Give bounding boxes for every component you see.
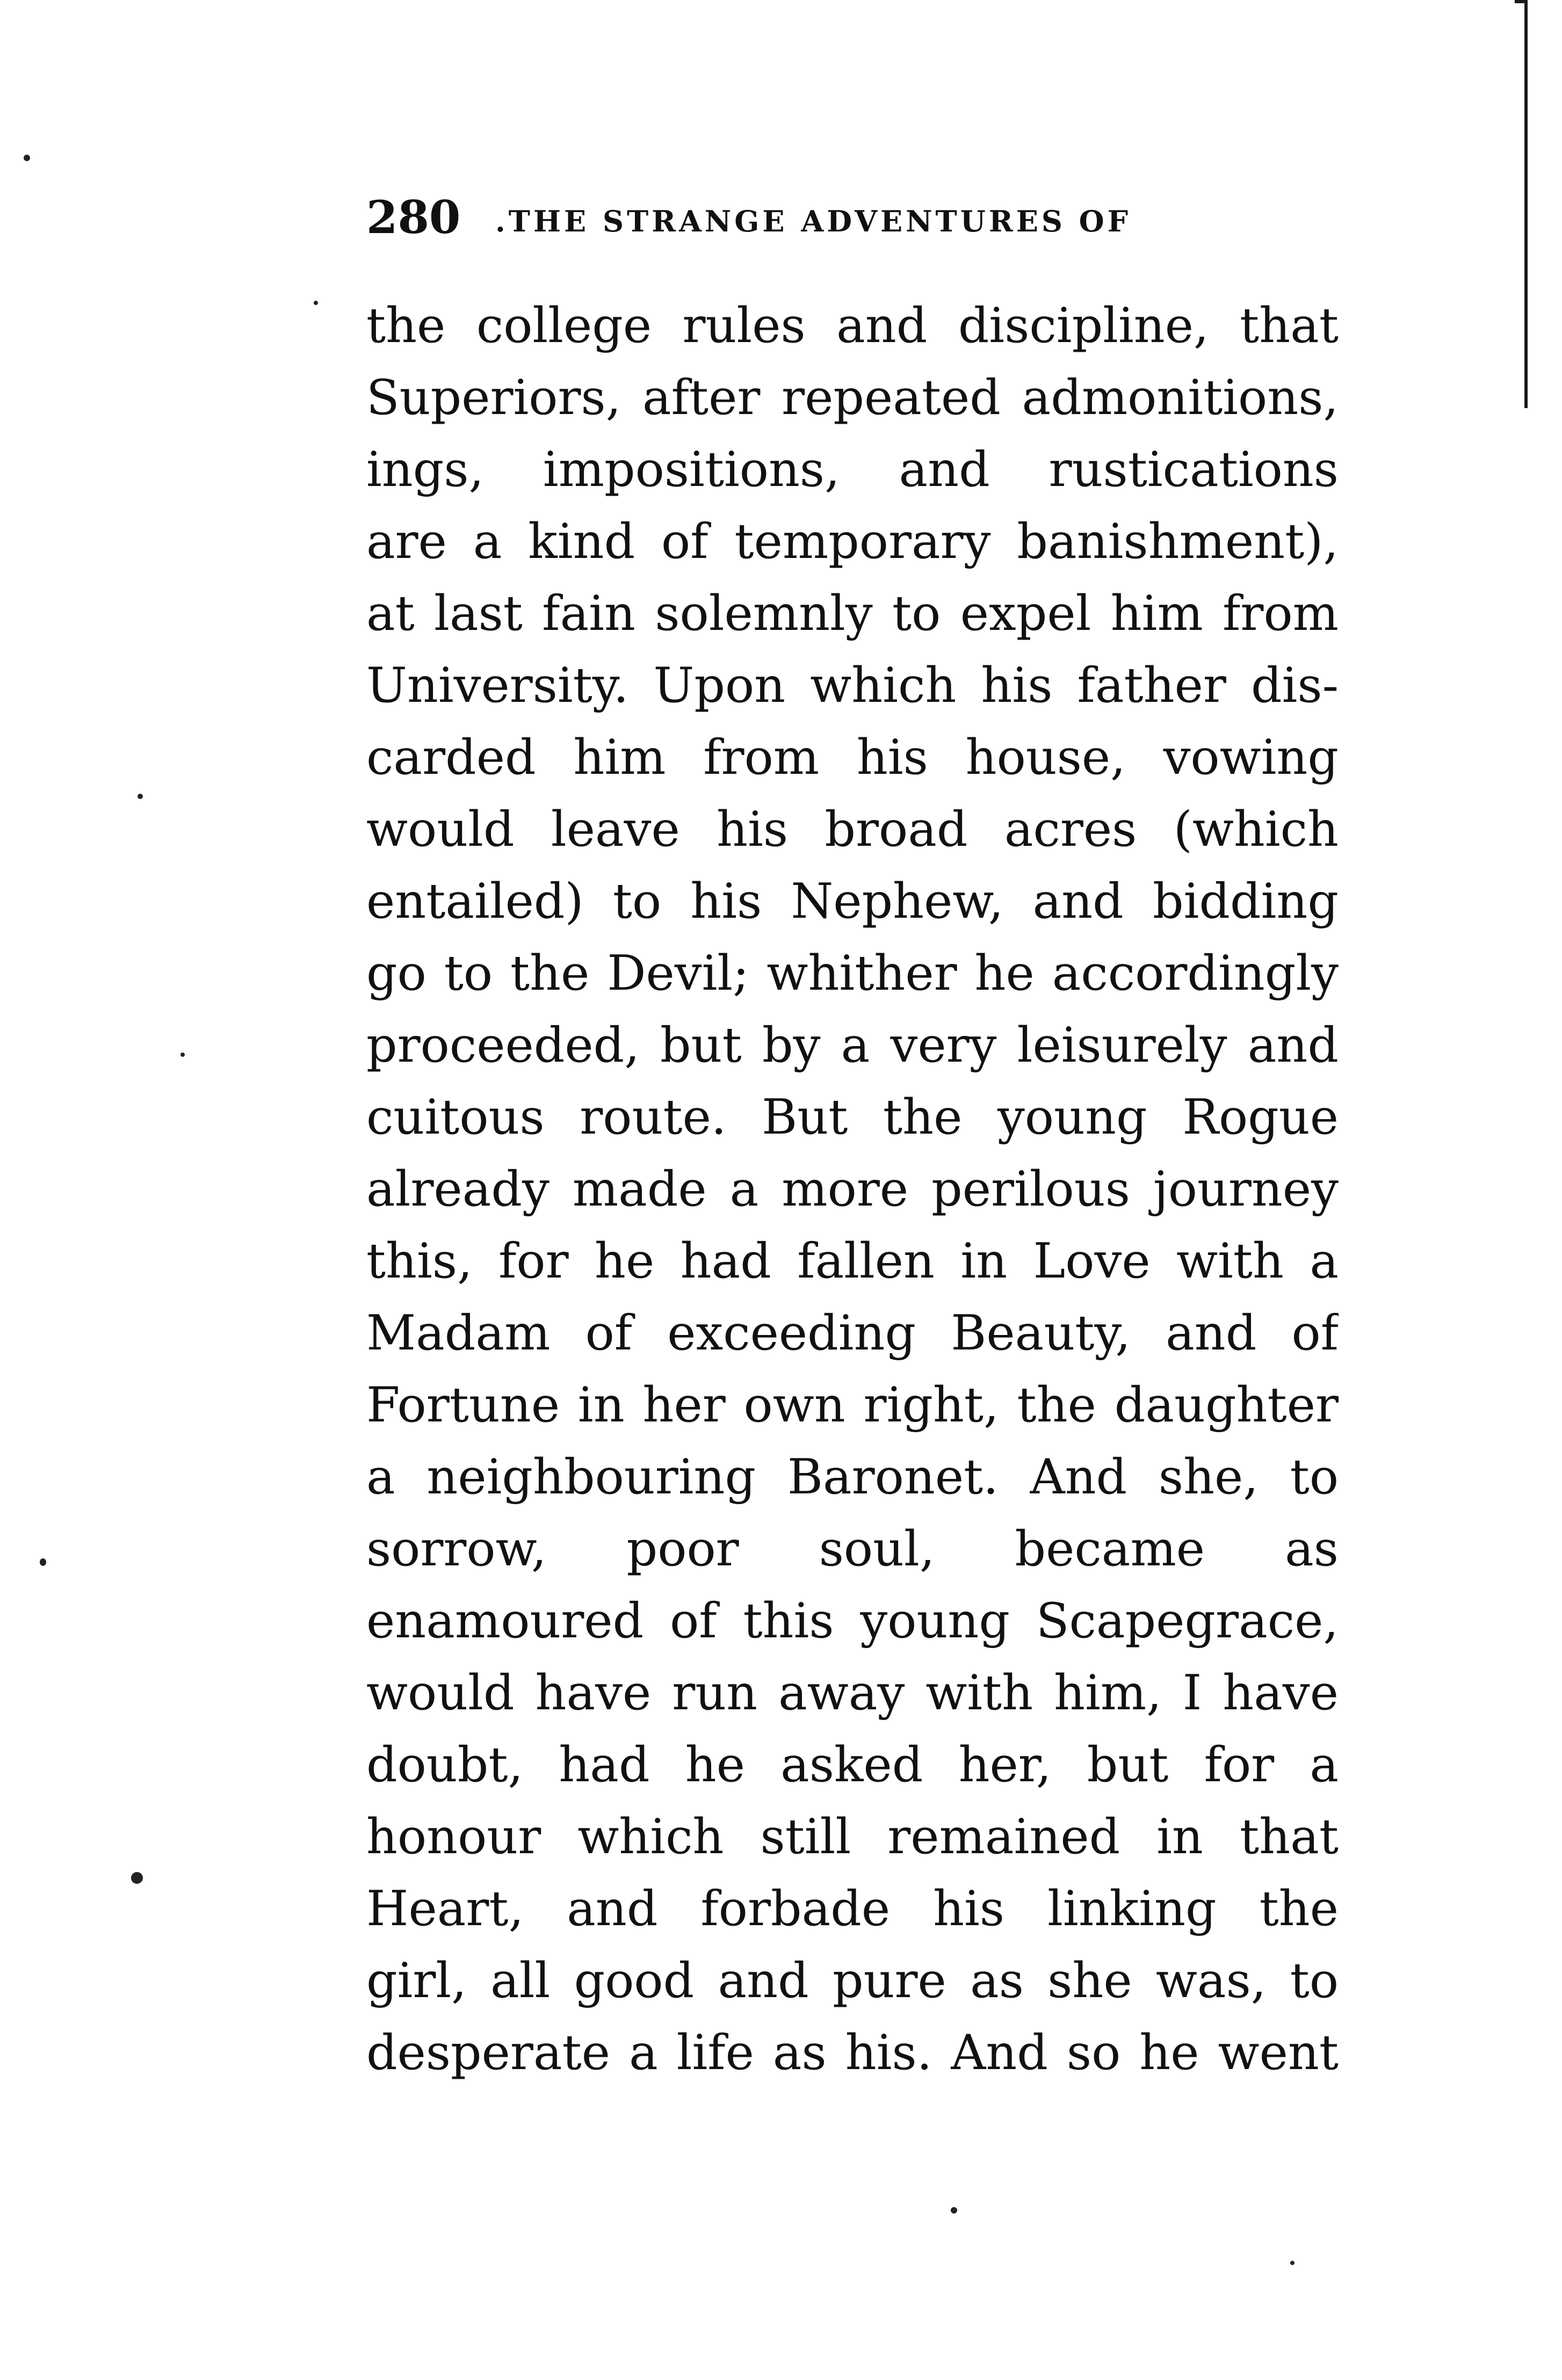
scan-edge-line — [1524, 0, 1528, 408]
scan-speck — [180, 1053, 185, 1057]
text-line: ings, impositions, and rustications — [366, 441, 1339, 498]
text-line: Madam of exceeding Beauty, and of — [366, 1305, 1339, 1361]
text-line: enamoured of this young Scapegrace, — [366, 1593, 1339, 1649]
scan-speck — [24, 155, 30, 161]
page-header — [366, 188, 1344, 247]
body-text — [366, 290, 1339, 2089]
scan-speck — [131, 1872, 143, 1884]
text-line: Fortune in her own right, the daughter — [366, 1377, 1339, 1433]
text-line: the college rules and discipline, that — [366, 298, 1339, 354]
text-line: desperate a life as his. And so he went — [366, 2025, 1339, 2081]
text-line: doubt, had he asked her, but for a — [366, 1737, 1339, 1793]
page-number: 280 — [366, 191, 461, 244]
text-line: Heart, and forbade his linking the — [366, 1881, 1339, 1937]
text-line: would leave his broad acres (which — [366, 801, 1339, 858]
scan-speck — [40, 1558, 46, 1566]
text-line: girl, all good and pure as she was, to — [366, 1953, 1339, 2009]
text-line: University. Upon which his father dis- — [366, 657, 1339, 714]
scan-speck — [314, 301, 318, 305]
text-line: honour which still remained in that — [366, 1809, 1339, 1865]
text-line: would have run away with him, I have — [366, 1665, 1339, 1721]
text-line: sorrow, poor soul, became as — [366, 1521, 1339, 1577]
text-line: carded him from his house, vowing — [366, 729, 1339, 786]
scan-edge-tick — [1515, 0, 1528, 3]
running-head: .THE STRANGE ADVENTURES OF — [495, 204, 1132, 238]
text-line: go to the Devil; whither he accordingly — [366, 945, 1339, 1002]
text-line: a neighbouring Baronet. And she, to — [366, 1449, 1339, 1505]
scan-speck — [951, 2207, 957, 2214]
scan-speck — [1290, 2261, 1295, 2265]
text-line: cuitous route. But the young Rogue — [366, 1089, 1339, 1145]
text-line: entailed) to his Nephew, and bidding — [366, 873, 1339, 930]
text-line: Superiors, after repeated admonitions, — [366, 369, 1339, 426]
scan-speck — [138, 794, 143, 799]
text-line: proceeded, but by a very leisurely and — [366, 1017, 1339, 1073]
text-line: this, for he had fallen in Love with a — [366, 1233, 1339, 1289]
text-line: at last fain solemnly to expel him from — [366, 585, 1339, 642]
text-line: are a kind of temporary banishment), — [366, 513, 1339, 570]
text-line: already made a more perilous journey — [366, 1161, 1339, 1217]
